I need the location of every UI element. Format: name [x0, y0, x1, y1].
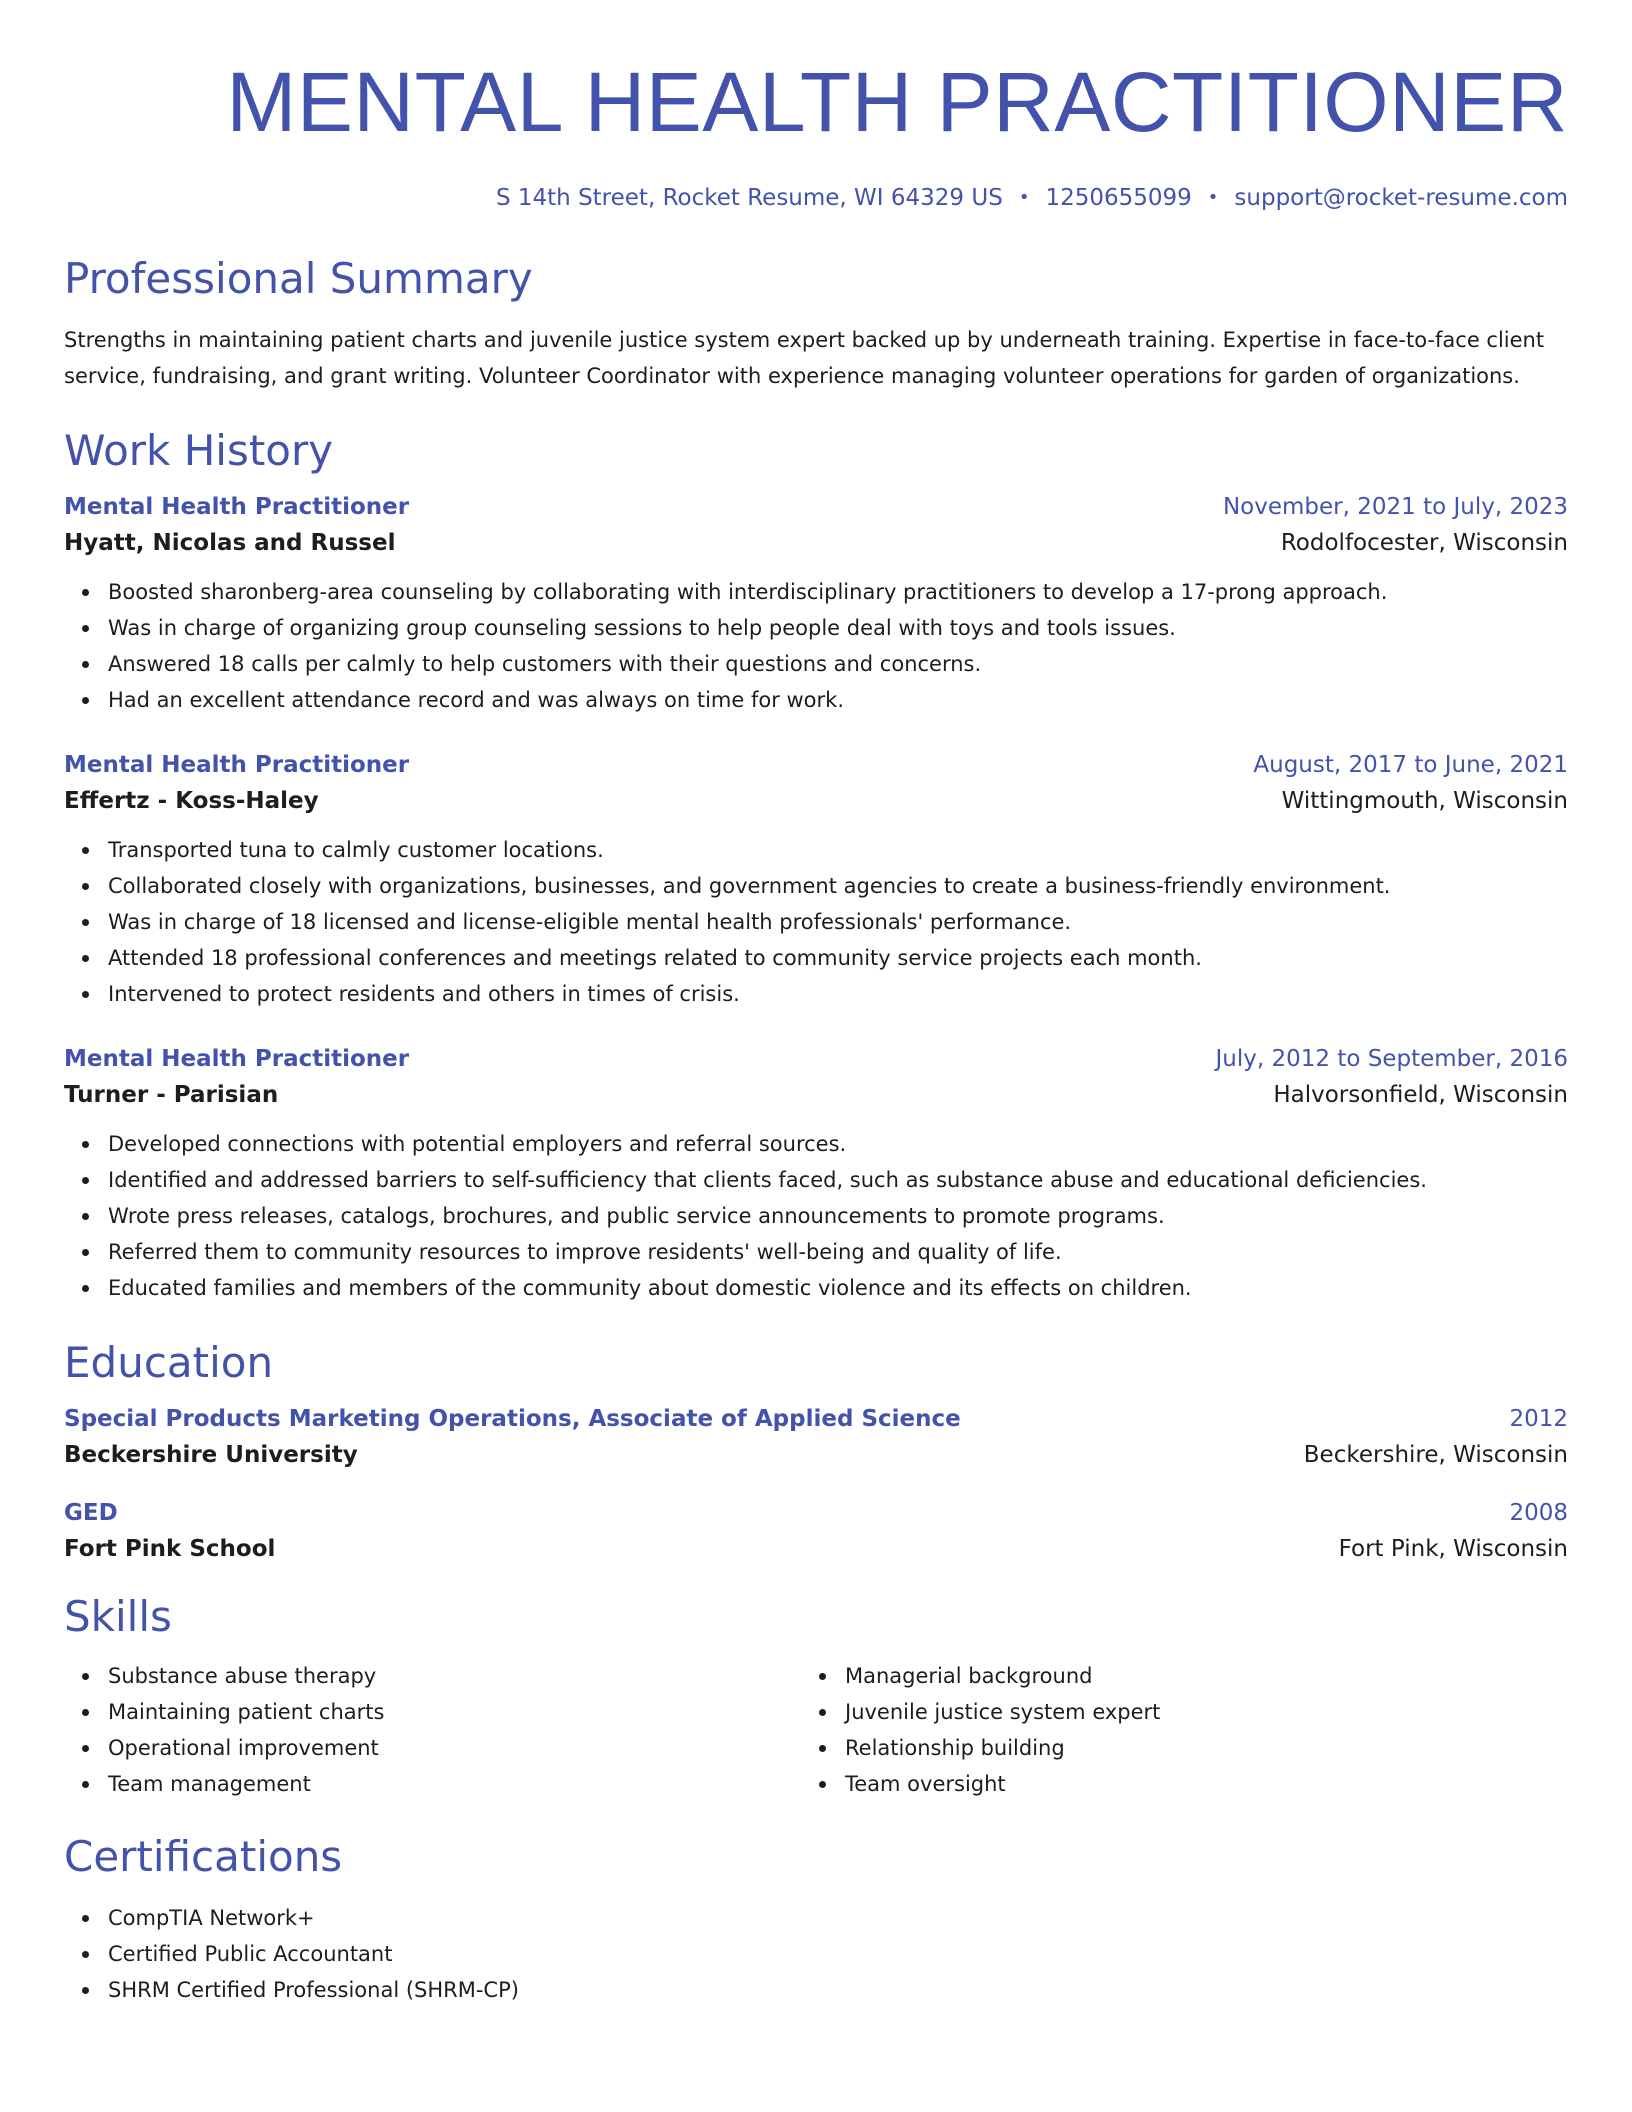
education-header-row [64, 1404, 1568, 1434]
job-title: Mental Health Practitioner [64, 1046, 410, 1072]
job-company-row [64, 530, 1568, 556]
education-school-row [64, 1442, 1568, 1468]
education-year: 2012 [1509, 1406, 1568, 1432]
education-location: Beckershire, Wisconsin [1303, 1442, 1568, 1468]
education-degree: GED [64, 1500, 118, 1526]
certifications-list [64, 1900, 1568, 2008]
job-bullet: Attended 18 professional conferences and meetings related to community service projects each month. [64, 940, 1568, 976]
certification-item: CompTIA Network+ [64, 1900, 1568, 1936]
job-location: Halvorsonfield, Wisconsin [1273, 1082, 1568, 1108]
job-bullet: Was in charge of organizing group counseling sessions to help people deal with toys and tools issues. [64, 610, 1568, 646]
job-bullet: Educated families and members of the community about domestic violence and its effects on children. [64, 1270, 1568, 1306]
job-bullets [64, 574, 1568, 718]
job-header-row [64, 492, 1568, 522]
contact-separator: • [1018, 187, 1030, 208]
skills-column-left [64, 1658, 801, 1802]
job-header-row [64, 750, 1568, 780]
skills-column-right [801, 1658, 1538, 1802]
education-entry [64, 1498, 1568, 1562]
job-bullet: Referred them to community resources to improve residents' well-being and quality of life. [64, 1234, 1568, 1270]
job-location: Rodolfocester, Wisconsin [1280, 530, 1568, 556]
education-degree: Special Products Marketing Operations, Associate of Applied Science [64, 1406, 961, 1432]
education-list [64, 1404, 1568, 1562]
contact-separator: • [1207, 187, 1219, 208]
education-location: Fort Pink, Wisconsin [1338, 1536, 1568, 1562]
job-dates: August, 2017 to June, 2021 [1253, 752, 1568, 778]
contact-address: S 14th Street, Rocket Resume, WI 64329 US [495, 185, 1003, 211]
section-title-skills: Skills [64, 1592, 172, 1641]
job-bullet: Boosted sharonberg-area counseling by collaborating with interdisciplinary practitioners to develop a 17-prong approach. [64, 574, 1568, 610]
job-entry [64, 750, 1568, 1012]
skill-item: Team oversight [801, 1766, 1538, 1802]
section-title-education: Education [64, 1338, 274, 1387]
contact-email: support@rocket-resume.com [1234, 185, 1568, 211]
job-dates: July, 2012 to September, 2016 [1215, 1046, 1568, 1072]
candidate-name: MENTAL HEALTH PRACTITIONER [226, 55, 1568, 149]
job-bullets [64, 832, 1568, 1012]
job-company: Effertz - Koss-Haley [64, 788, 319, 814]
job-bullet: Collaborated closely with organizations, businesses, and government agencies to create a business-friendly environment. [64, 868, 1568, 904]
skill-item: Maintaining patient charts [64, 1694, 801, 1730]
job-bullet: Answered 18 calls per calmly to help customers with their questions and concerns. [64, 646, 1568, 682]
skill-item: Juvenile justice system expert [801, 1694, 1538, 1730]
job-company-row [64, 1082, 1568, 1108]
job-bullet: Had an excellent attendance record and was always on time for work. [64, 682, 1568, 718]
job-bullet: Was in charge of 18 licensed and license-eligible mental health professionals' performance. [64, 904, 1568, 940]
job-bullet: Wrote press releases, catalogs, brochures, and public service announcements to promote programs. [64, 1198, 1568, 1234]
certification-item: Certified Public Accountant [64, 1936, 1568, 1972]
skill-item: Operational improvement [64, 1730, 801, 1766]
summary-text: Strengths in maintaining patient charts and juvenile justice system expert backed up by underneath training. Expertise in face-to-face client service, fundraising, and grant writing. Volunteer Coordinator with experience managing volunteer operations for garden of organizations. [64, 328, 1545, 388]
education-school-row [64, 1536, 1568, 1562]
skill-item: Substance abuse therapy [64, 1658, 801, 1694]
work-history-list [64, 492, 1568, 1306]
skill-item: Team management [64, 1766, 801, 1802]
job-bullet: Developed connections with potential employers and referral sources. [64, 1126, 1568, 1162]
job-entry [64, 1044, 1568, 1306]
certification-item: SHRM Certified Professional (SHRM-CP) [64, 1972, 1568, 2008]
resume-header [64, 52, 1568, 214]
education-entry [64, 1404, 1568, 1468]
section-title-summary: Professional Summary [64, 254, 533, 303]
job-company: Turner - Parisian [64, 1082, 279, 1108]
job-dates: November, 2021 to July, 2023 [1222, 494, 1568, 520]
job-bullet: Transported tuna to calmly customer locations. [64, 832, 1568, 868]
education-school: Beckershire University [64, 1442, 358, 1468]
skill-item: Relationship building [801, 1730, 1538, 1766]
job-bullets [64, 1126, 1568, 1306]
education-header-row [64, 1498, 1568, 1528]
job-company: Hyatt, Nicolas and Russel [64, 530, 396, 556]
job-header-row [64, 1044, 1568, 1074]
education-year: 2008 [1509, 1500, 1568, 1526]
skills-grid [64, 1658, 1568, 1802]
job-bullet: Intervened to protect residents and others in times of crisis. [64, 976, 1568, 1012]
education-school: Fort Pink School [64, 1536, 276, 1562]
skill-item: Managerial background [801, 1658, 1538, 1694]
job-company-row [64, 788, 1568, 814]
job-title: Mental Health Practitioner [64, 752, 410, 778]
job-location: Wittingmouth, Wisconsin [1281, 788, 1568, 814]
contact-line [64, 184, 1568, 214]
section-title-certifications: Certifications [64, 1832, 343, 1881]
job-entry [64, 492, 1568, 718]
job-title: Mental Health Practitioner [64, 494, 410, 520]
contact-phone: 1250655099 [1045, 185, 1192, 211]
section-title-work-history: Work History [64, 426, 334, 475]
job-bullet: Identified and addressed barriers to self-sufficiency that clients faced, such as substance abuse and educational deficiencies. [64, 1162, 1568, 1198]
